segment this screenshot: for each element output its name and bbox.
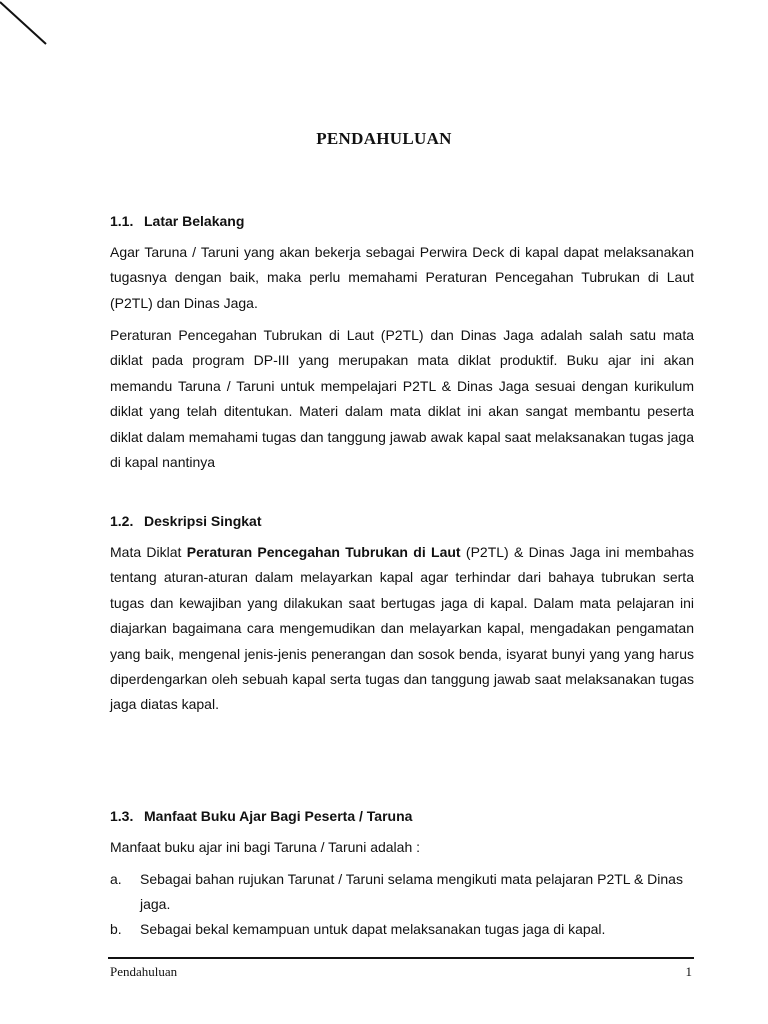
list-item xyxy=(110,867,694,918)
list-item-text: Sebagai bekal kemampuan untuk dapat melaksanakan tugas jaga di kapal. xyxy=(140,921,606,937)
section-heading-deskripsi-singkat xyxy=(110,511,262,531)
paragraph: Manfaat buku ajar ini bagi Taruna / Taruni adalah : xyxy=(110,839,421,855)
corner-crop-mark xyxy=(0,0,50,48)
paragraph: Agar Taruna / Taruni yang akan bekerja sebagai Perwira Deck di kapal dapat melaksanakan tugasnya dengan baik, maka perlu memahami Peraturan Pencegahan Tubrukan di Laut (P2TL) dan Dinas Jaga. xyxy=(110,244,694,311)
page-title: PENDAHULUAN xyxy=(316,129,452,148)
section-heading-latar-belakang xyxy=(110,211,244,231)
section-title: Manfaat Buku Ajar Bagi Peserta / Taruna xyxy=(144,808,413,824)
list-item xyxy=(110,917,694,942)
paragraph-prefix: Mata Diklat xyxy=(110,544,187,560)
paragraph-rest: (P2TL) & Dinas Jaga ini membahas tentang aturan-aturan dalam melayarkan kapal agar terhindar dari bahaya tubrukan serta tugas dan kewajiban yang dilakukan saat bertugas jaga di kapal. Dalam mata pelajaran ini diajarkan bagaimana cara mengemudikan dan melayarkan kapal, mengadakan pengamatan yang baik, mengenal jenis-jenis penerangan dan sosok benda, isyarat bunyi yang yang harus diperdengarkan oleh sebuah kapal serta tugas dan tanggung jawab saat melaksanakan tugas jaga diatas kapal. xyxy=(110,544,694,713)
paragraph: Peraturan Pencegahan Tubrukan di Laut (P2TL) dan Dinas Jaga adalah salah satu mata diklat pada program DP-III yang merupakan mata diklat produktif. Buku ajar ini akan memandu Taruna / Taruni untuk mempelajari P2TL & Dinas Jaga sesuai dengan kurikulum diklat yang telah ditentukan. Materi dalam mata diklat ini akan sangat membantu peserta diklat dalam memahami tugas dan tanggung jawab awak kapal saat melaksanakan tugas jaga di kapal nantinya xyxy=(110,327,694,471)
section-heading-manfaat xyxy=(110,806,412,826)
list-marker: a. xyxy=(110,871,122,887)
footer-page-number: 1 xyxy=(685,964,692,979)
footer-chapter-label: Pendahuluan xyxy=(110,964,178,979)
paragraph-bold-term: Peraturan Pencegahan Tubrukan di Laut xyxy=(186,544,461,560)
footer-rule xyxy=(108,957,694,959)
section-title: Deskripsi Singkat xyxy=(144,513,262,529)
section-number: 1.1. xyxy=(110,213,134,229)
list-marker: b. xyxy=(110,921,122,937)
section-number: 1.2. xyxy=(110,513,134,529)
section-number: 1.3. xyxy=(110,808,134,824)
paragraph xyxy=(110,540,694,718)
list-item-text: Sebagai bahan rujukan Tarunat / Taruni selama mengikuti mata pelajaran P2TL & Dinas jaga. xyxy=(140,871,683,913)
section-title: Latar Belakang xyxy=(144,213,245,229)
